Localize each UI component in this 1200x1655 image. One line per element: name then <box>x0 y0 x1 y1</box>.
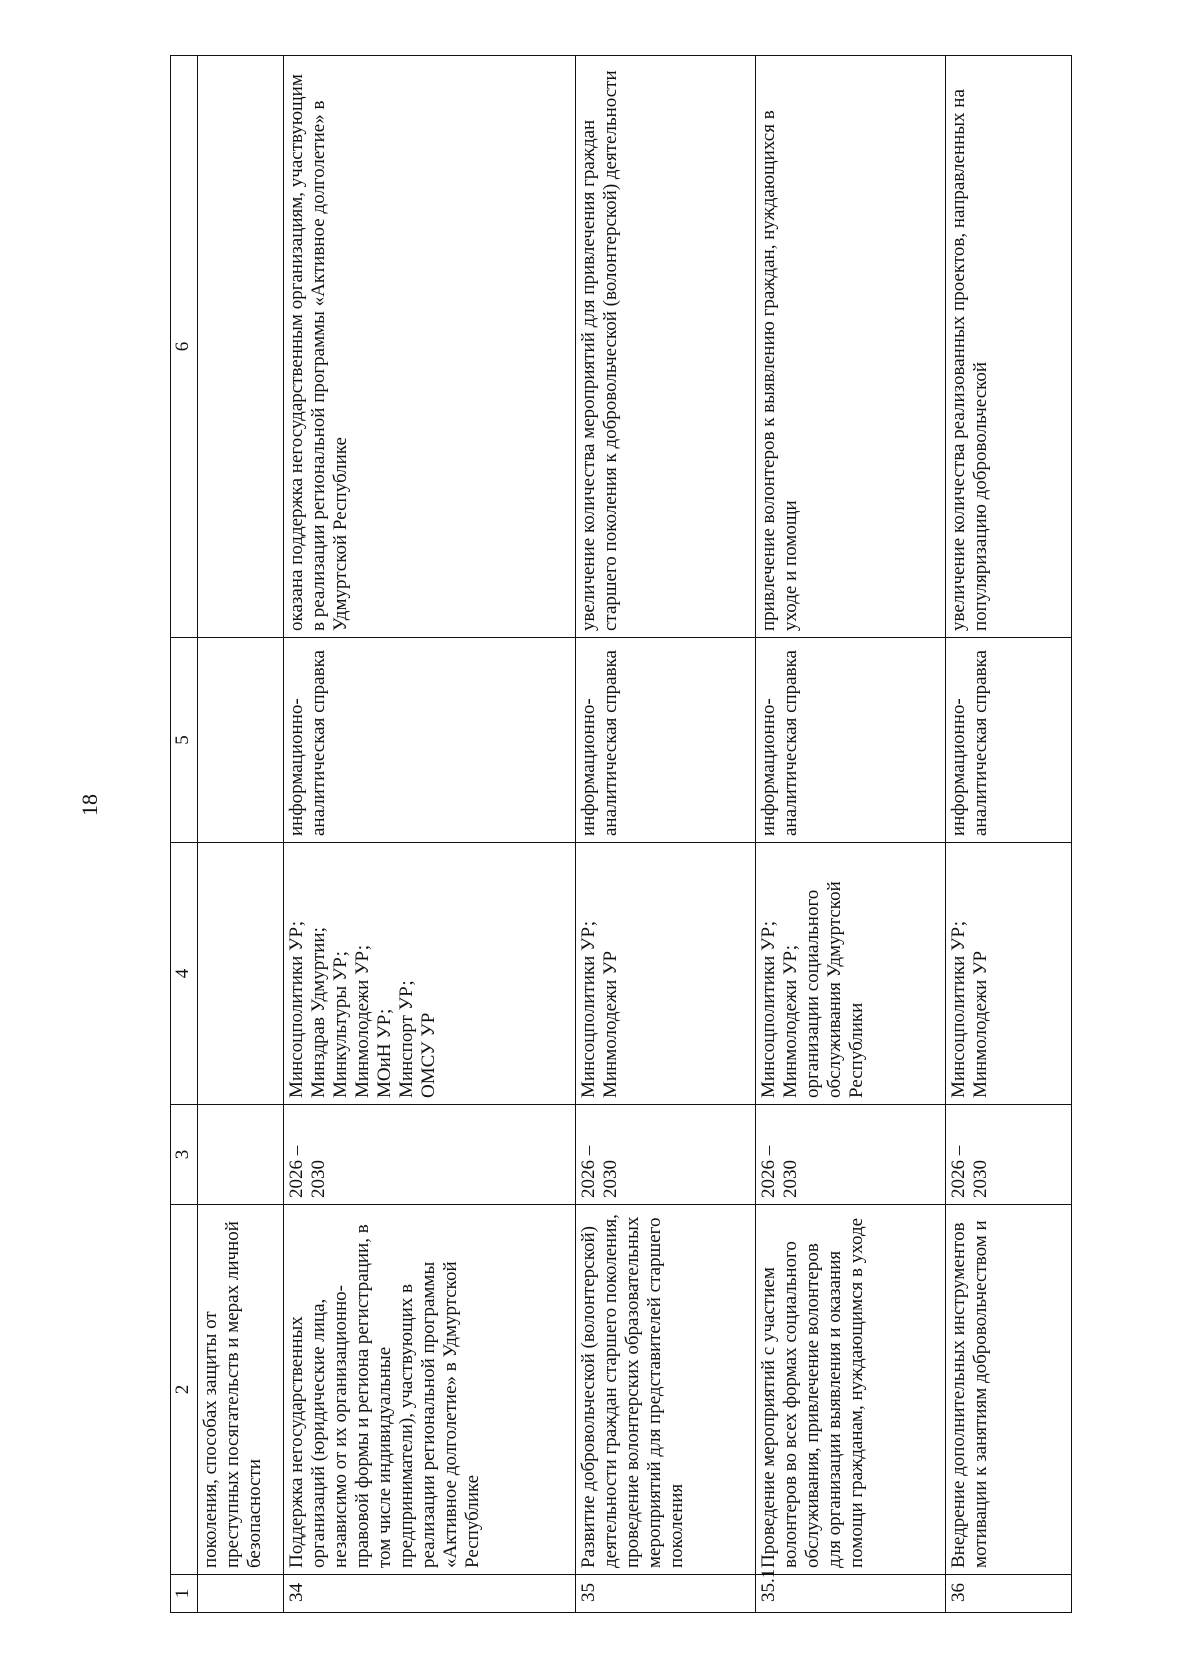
measure-cell: Внедрение дополнительных инструментов мотивации к занятиям добровольчеством и <box>946 1205 1072 1575</box>
table-container <box>170 55 1072 1613</box>
page-number: 18 <box>77 794 102 816</box>
measure-cell: Развитие добровольческой (волонтерской) деятельности граждан старшего поколения, проведение волонтерских образовательных мероприятий для представителей старшего поколения <box>576 1205 756 1575</box>
row-number: 35 <box>576 1575 756 1613</box>
measure-cell: Поддержка негосударственных организаций (юридические лица, независимо от их организационно-правовой формы и региона регистрации, в том числе индивидуальные предприниматели), участвующих в реализации региональной программы «Активное долголетие» в Удмуртской Республике <box>284 1205 576 1575</box>
table-row <box>198 56 284 1613</box>
executors-cell: Минсоцполитики УР; Минздрав Удмуртии; Минкультуры УР; Минмолодежи УР; МОиН УР; Минспорт УР; ОМСУ УР <box>284 843 576 1105</box>
row-number: 34 <box>284 1575 576 1613</box>
period-cell: 2026 – 2030 <box>756 1105 946 1205</box>
measures-table <box>170 55 1072 1613</box>
column-header: 3 <box>171 1105 198 1205</box>
report-cell: информационно-аналитическая справка <box>756 638 946 843</box>
report-cell: информационно-аналитическая справка <box>946 638 1072 843</box>
column-header: 2 <box>171 1205 198 1575</box>
table-row <box>756 56 946 1613</box>
rotated-table-frame <box>170 55 1072 1613</box>
period-cell: 2026 – 2030 <box>284 1105 576 1205</box>
row-number: 35.1 <box>756 1575 946 1613</box>
period-cell: 2026 – 2030 <box>946 1105 1072 1205</box>
result-cell: оказана поддержка негосударственным организациям, участвующим в реализации региональной программы «Активное долголетие» в Удмуртской Республике <box>284 56 576 638</box>
period-cell <box>198 1105 284 1205</box>
report-cell <box>198 638 284 843</box>
period-cell: 2026 – 2030 <box>576 1105 756 1205</box>
executors-cell: Минсоцполитики УР; Минмолодежи УР <box>946 843 1072 1105</box>
measure-cell: поколения, способах защиты от преступных посягательств и мерах личной безопасности <box>198 1205 284 1575</box>
report-cell: информационно-аналитическая справка <box>284 638 576 843</box>
table-header-row <box>171 56 198 1613</box>
column-header: 5 <box>171 638 198 843</box>
row-number: 36 <box>946 1575 1072 1613</box>
table-row <box>576 56 756 1613</box>
executors-cell <box>198 843 284 1105</box>
executors-cell: Минсоцполитики УР; Минмолодежи УР; организации социального обслуживания Удмуртской Республики <box>756 843 946 1105</box>
result-cell: увеличение количества мероприятий для привлечения граждан старшего поколения к добровольческой (волонтерской) деятельности <box>576 56 756 638</box>
result-cell: увеличение количества реализованных проектов, направленных на популяризацию добровольческой <box>946 56 1072 638</box>
row-number <box>198 1575 284 1613</box>
result-cell: привлечение волонтеров к выявлению граждан, нуждающихся в уходе и помощи <box>756 56 946 638</box>
measure-cell: Проведение мероприятий с участием волонтеров во всех формах социального обслуживания, привлечение волонтеров для организации выявления и оказания помощи гражданам, нуждающимся в уходе <box>756 1205 946 1575</box>
column-header: 6 <box>171 56 198 638</box>
column-header: 4 <box>171 843 198 1105</box>
result-cell <box>198 56 284 638</box>
table-row <box>946 56 1072 1613</box>
table-row <box>284 56 576 1613</box>
executors-cell: Минсоцполитики УР; Минмолодежи УР <box>576 843 756 1105</box>
report-cell: информационно-аналитическая справка <box>576 638 756 843</box>
column-header: 1 <box>171 1575 198 1613</box>
